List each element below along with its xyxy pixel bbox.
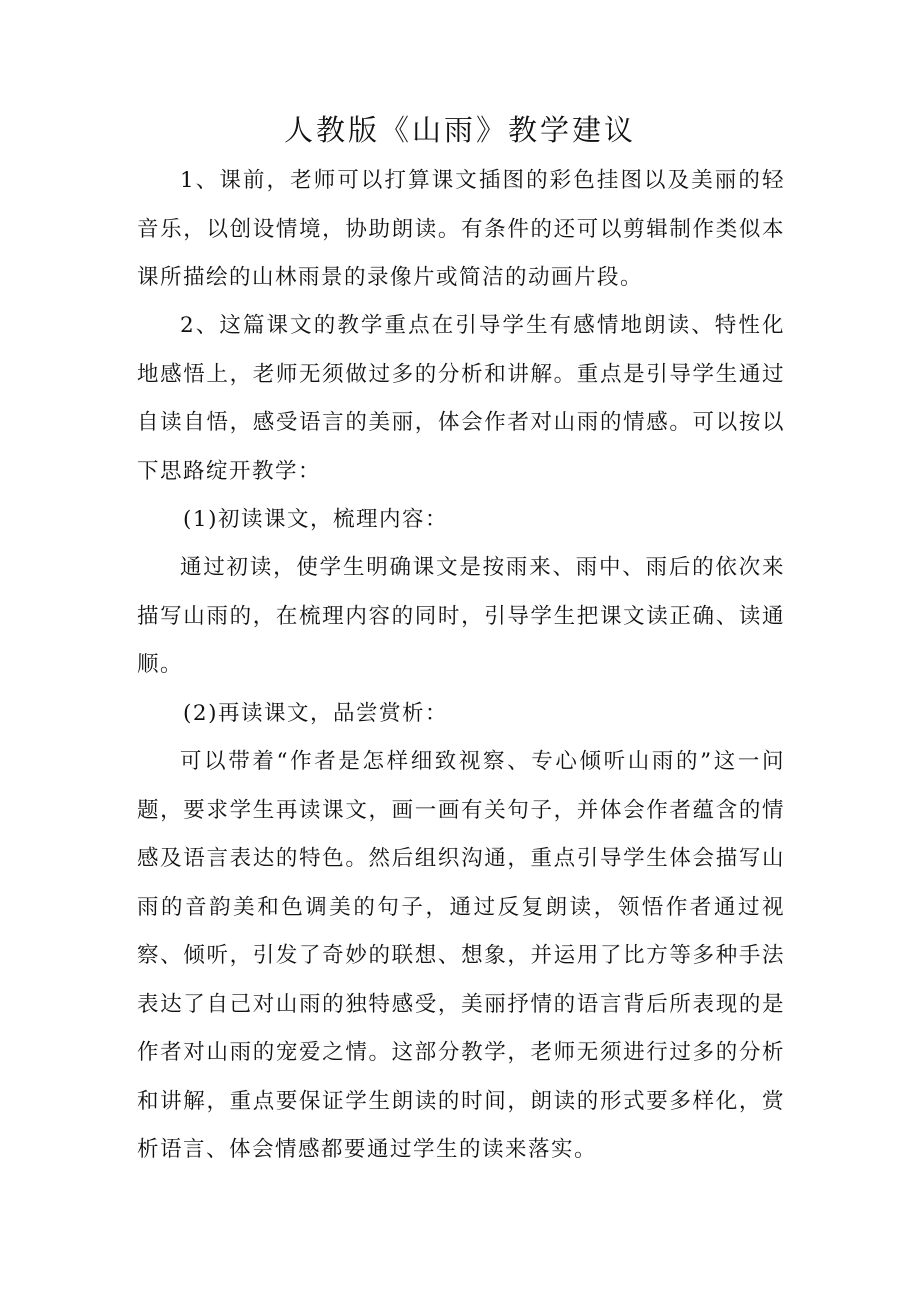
subheading-second-reading: (2)再读课文，品尝赏析： [183, 701, 448, 726]
paragraph-second-reading: 可以带着“作者是怎样细致视察、专心倾听山雨的”这一问题，要求学生再读课文，画一画有关句子，并体会作者蕴含的情感及语言表达的特色。然后组织沟通，重点引导学生体会描写山雨的音韵美和色调美的句子，通过反复朗读，领悟作者通过视察、倾听，引发了奇妙的联想、想象，并运用了比方等多种手法表达了自己对山雨的独特感受，美丽抒情的语言背后所表现的是作者对山雨的宠爱之情。这部分教学，老师无须进行过多的分析和讲解，重点要保证学生朗读的时间，朗读的形式要多样化，赏析语言、体会情感都要通过学生的读来落实。 [137, 749, 785, 1162]
paragraph-2-teaching-focus: 2、这篇课文的教学重点在引导学生有感情地朗读、特性化地感悟上，老师无须做过多的分析和讲解。重点是引导学生通过自读自悟，感受语言的美丽，体会作者对山雨的情感。可以按以下思路绽开教学： [137, 313, 785, 484]
subheading-first-reading: (1)初读课文，梳理内容： [183, 507, 448, 532]
paragraph-first-reading: 通过初读，使学生明确课文是按雨来、雨中、雨后的依次来描写山雨的，在梳理内容的同时，引导学生把课文读正确、读通顺。 [137, 555, 785, 677]
document-title: 人教版《山雨》教学建议 [283, 113, 636, 147]
paragraph-1-preparation: 1、课前，老师可以打算课文插图的彩色挂图以及美丽的轻音乐，以创设情境，协助朗读。有条件的还可以剪辑制作类似本课所描绘的山林雨景的录像片或简洁的动画片段。 [137, 168, 785, 290]
